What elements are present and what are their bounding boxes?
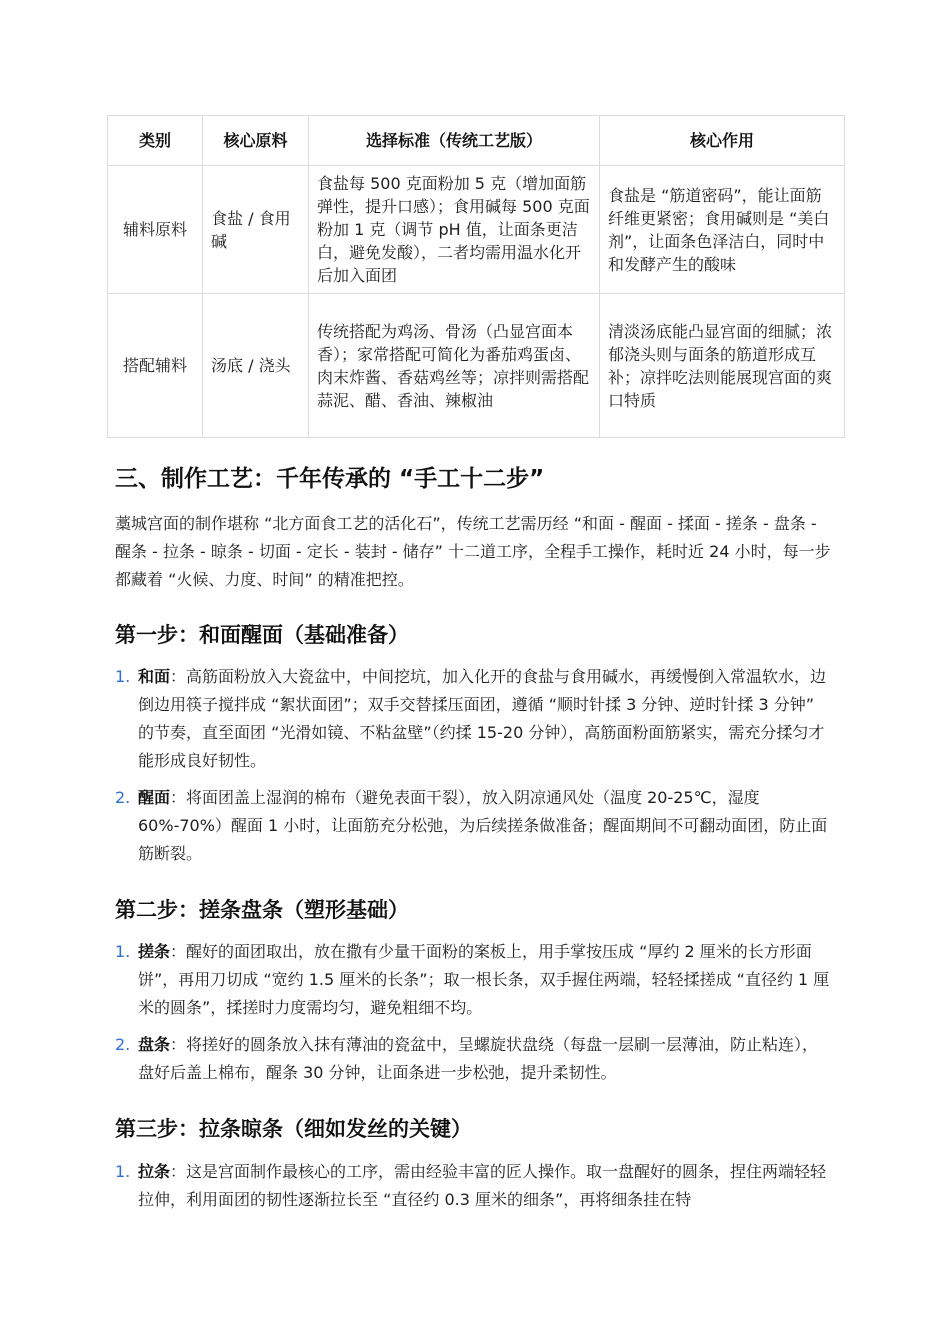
list-text: ：将搓好的圆条放入抹有薄油的瓷盆中，呈螺旋状盘绕（每盘一层刷一层薄油，防止粘连），盘好后盖上棉布，醒条 30 分钟，让面条进一步松弛，提升柔韧性。 (138, 1035, 819, 1082)
table-row (108, 294, 845, 438)
list-term: 盘条 (138, 1035, 171, 1054)
step-2-list (115, 938, 830, 1096)
step-2-title: 第二步：搓条盘条（塑形基础） (115, 898, 409, 922)
list-text: ：高筋面粉放入大瓷盆中，中间挖坑，加入化开的食盐与食用碱水，再缓慢倒入常温软水，边倒边用筷子搅拌成 “絮状面团”；双手交替揉压面团，遵循 “顺时针揉 3 分钟、逆时针揉 3 分钟” 的节奏，直至面团 “光滑如镜、不粘盆壁”（约揉 15-20 分钟），高筋面粉面筋紧实，需充分揉匀才能形成良好韧性。 (138, 667, 827, 770)
header-material: 核心原料 (203, 116, 309, 166)
list-number: 2. (115, 1035, 131, 1054)
cell-role: 食盐是 “筋道密码”，能让面筋纤维更紧密；食用碱则是 “美白剂”，让面条色泽洁白，同时中和发酵产生的酸味 (600, 166, 845, 294)
list-number: 1. (115, 1162, 131, 1181)
cell-material: 食盐 / 食用碱 (203, 166, 309, 294)
list-term: 和面 (138, 667, 171, 686)
section-title: 三、制作工艺：千年传承的 “手工十二步” (115, 466, 545, 492)
header-role: 核心作用 (600, 116, 845, 166)
cell-material: 汤底 / 浇头 (203, 294, 309, 438)
table-header-row (108, 116, 845, 166)
cell-standard: 传统搭配为鸡汤、骨汤（凸显宫面本香）；家常搭配可简化为番茄鸡蛋卤、肉末炸酱、香菇鸡丝等；凉拌则需搭配蒜泥、醋、香油、辣椒油 (309, 294, 600, 438)
cell-category: 搭配辅料 (108, 294, 203, 438)
cell-role: 清淡汤底能凸显宫面的细腻；浓郁浇头则与面条的筋道形成互补；凉拌吃法则能展现宫面的爽口特质 (600, 294, 845, 438)
list-number: 2. (115, 788, 131, 807)
list-text: ：这是宫面制作最核心的工序，需由经验丰富的匠人操作。取一盘醒好的圆条，捏住两端轻轻拉伸，利用面团的韧性逐渐拉长至 “直径约 0.3 厘米的细条”，再将细条挂在特 (138, 1162, 827, 1209)
header-category: 类别 (108, 116, 203, 166)
step-1-title: 第一步：和面醒面（基础准备） (115, 623, 409, 647)
ingredients-table (107, 115, 845, 438)
list-item (115, 938, 830, 1022)
list-item (115, 1158, 830, 1214)
header-standard: 选择标准（传统工艺版） (309, 116, 600, 166)
step-3-list (115, 1158, 830, 1223)
step-3-title: 第三步：拉条晾条（细如发丝的关键） (115, 1117, 472, 1141)
section-intro: 藁城宫面的制作堪称 “北方面食工艺的活化石”，传统工艺需历经 “和面 - 醒面 - 揉面 - 搓条 - 盘条 - 醒条 - 拉条 - 晾条 - 切面 - 定长 - 装封 - 储存” 十二道工序，全程手工操作，耗时近 24 小时，每一步都藏着 “火候、力度、时间” 的精准把控。 (115, 514, 831, 589)
list-text: ：将面团盖上湿润的棉布（避免表面干裂），放入阴凉通风处（温度 20-25℃，湿度 60%-70%）醒面 1 小时，让面筋充分松弛，为后续搓条做准备；醒面期间不可翻动面团，防止面筋断裂。 (138, 788, 828, 863)
list-number: 1. (115, 667, 131, 686)
list-item (115, 1031, 830, 1087)
list-item (115, 784, 830, 868)
table-row (108, 166, 845, 294)
cell-standard: 食盐每 500 克面粉加 5 克（增加面筋弹性，提升口感）；食用碱每 500 克面粉加 1 克（调节 pH 值，让面条更洁白，避免发酸），二者均需用温水化开后加入面团 (309, 166, 600, 294)
list-text: ：醒好的面团取出，放在撒有少量干面粉的案板上，用手掌按压成 “厚约 2 厘米的长方形面饼”，再用刀切成 “宽约 1.5 厘米的长条”；取一根长条，双手握住两端，轻轻揉搓成 “直径约 1 厘米的圆条”，揉搓时力度需均匀，避免粗细不均。 (138, 942, 830, 1017)
step-1-list (115, 663, 830, 877)
list-term: 醒面 (138, 788, 171, 807)
list-term: 搓条 (138, 942, 171, 961)
list-term: 拉条 (138, 1162, 171, 1181)
list-number: 1. (115, 942, 131, 961)
list-item (115, 663, 830, 775)
cell-category: 辅料原料 (108, 166, 203, 294)
